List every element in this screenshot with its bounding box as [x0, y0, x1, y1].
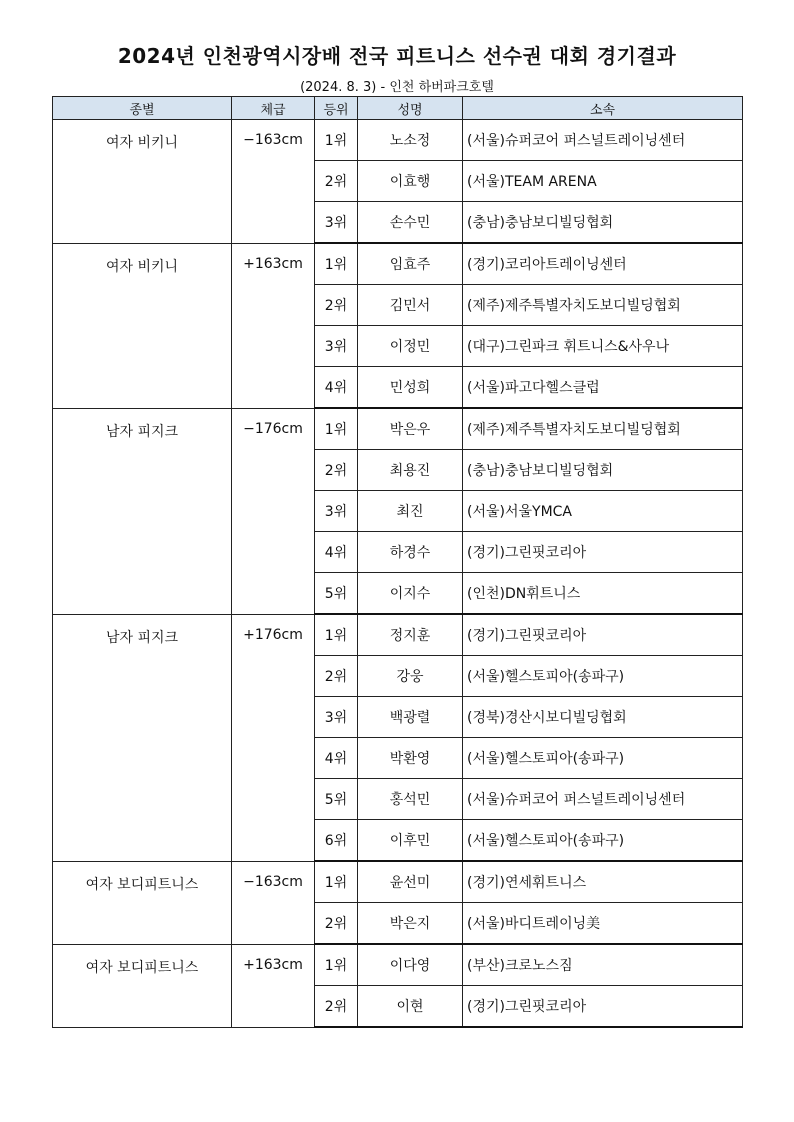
affiliation-cell: (서울)파고다헬스클럽 [463, 367, 743, 409]
name-cell: 이현 [358, 986, 463, 1028]
name-cell: 강웅 [358, 656, 463, 697]
header-weight: 체급 [232, 97, 315, 120]
rank-cell: 2위 [315, 450, 358, 491]
weight-class-cell: +163cm [232, 243, 315, 408]
name-cell: 박은지 [358, 903, 463, 945]
name-cell: 민성희 [358, 367, 463, 409]
affiliation-cell: (서울)헬스토피아(송파구) [463, 738, 743, 779]
category-cell: 남자 피지크 [53, 614, 232, 861]
table-row [53, 120, 743, 161]
name-cell: 이지수 [358, 573, 463, 615]
name-cell: 백광렬 [358, 697, 463, 738]
rank-cell: 2위 [315, 285, 358, 326]
name-cell: 노소정 [358, 120, 463, 161]
name-cell: 최진 [358, 491, 463, 532]
affiliation-cell: (인천)DN휘트니스 [463, 573, 743, 615]
table-row [53, 944, 743, 986]
name-cell: 임효주 [358, 243, 463, 285]
affiliation-cell: (서울)슈퍼코어 퍼스널트레이닝센터 [463, 779, 743, 820]
affiliation-cell: (경기)코리아트레이닝센터 [463, 243, 743, 285]
affiliation-cell: (대구)그린파크 휘트니스&사우나 [463, 326, 743, 367]
category-cell: 여자 보디피트니스 [53, 944, 232, 1027]
affiliation-cell: (경기)그린핏코리아 [463, 532, 743, 573]
rank-cell: 1위 [315, 861, 358, 903]
header-affiliation: 소속 [463, 97, 743, 120]
results-table [52, 96, 743, 1028]
affiliation-cell: (서울)헬스토피아(송파구) [463, 656, 743, 697]
table-row [53, 243, 743, 285]
name-cell: 이효행 [358, 161, 463, 202]
event-date-venue: (2024. 8. 3) - 인천 하버파크호텔 [300, 80, 494, 95]
table-row [53, 408, 743, 450]
name-cell: 손수민 [358, 202, 463, 244]
affiliation-cell: (서울)헬스토피아(송파구) [463, 820, 743, 862]
name-cell: 박은우 [358, 408, 463, 450]
affiliation-cell: (경북)경산시보디빌딩협회 [463, 697, 743, 738]
table-row [53, 614, 743, 656]
rank-cell: 4위 [315, 738, 358, 779]
name-cell: 최용진 [358, 450, 463, 491]
table-header-row [53, 97, 743, 120]
rank-cell: 4위 [315, 367, 358, 409]
affiliation-cell: (서울)슈퍼코어 퍼스널트레이닝센터 [463, 120, 743, 161]
rank-cell: 1위 [315, 944, 358, 986]
affiliation-cell: (경기)그린핏코리아 [463, 614, 743, 656]
weight-class-cell: −163cm [232, 120, 315, 244]
weight-class-cell: +163cm [232, 944, 315, 1027]
name-cell: 박환영 [358, 738, 463, 779]
category-cell: 남자 피지크 [53, 408, 232, 614]
weight-class-cell: −163cm [232, 861, 315, 944]
affiliation-cell: (제주)제주특별자치도보디빌딩협회 [463, 285, 743, 326]
affiliation-cell: (제주)제주특별자치도보디빌딩협회 [463, 408, 743, 450]
rank-cell: 1위 [315, 614, 358, 656]
rank-cell: 3위 [315, 491, 358, 532]
affiliation-cell: (서울)바디트레이닝美 [463, 903, 743, 945]
name-cell: 정지훈 [358, 614, 463, 656]
affiliation-cell: (경기)연세휘트니스 [463, 861, 743, 903]
rank-cell: 5위 [315, 779, 358, 820]
affiliation-cell: (서울)TEAM ARENA [463, 161, 743, 202]
affiliation-cell: (충남)충남보디빌딩협회 [463, 450, 743, 491]
rank-cell: 3위 [315, 697, 358, 738]
rank-cell: 1위 [315, 243, 358, 285]
rank-cell: 2위 [315, 656, 358, 697]
affiliation-cell: (충남)충남보디빌딩협회 [463, 202, 743, 244]
name-cell: 하경수 [358, 532, 463, 573]
rank-cell: 1위 [315, 120, 358, 161]
rank-cell: 3위 [315, 326, 358, 367]
name-cell: 이정민 [358, 326, 463, 367]
name-cell: 윤선미 [358, 861, 463, 903]
page-title: 2024년 인천광역시장배 전국 피트니스 선수권 대회 경기결과 [117, 44, 677, 68]
results-body [53, 120, 743, 1028]
header-name: 성명 [358, 97, 463, 120]
rank-cell: 6위 [315, 820, 358, 862]
rank-cell: 1위 [315, 408, 358, 450]
rank-cell: 5위 [315, 573, 358, 615]
affiliation-cell: (부산)크로노스짐 [463, 944, 743, 986]
rank-cell: 2위 [315, 903, 358, 945]
weight-class-cell: +176cm [232, 614, 315, 861]
rank-cell: 2위 [315, 161, 358, 202]
category-cell: 여자 비키니 [53, 243, 232, 408]
name-cell: 이다영 [358, 944, 463, 986]
category-cell: 여자 비키니 [53, 120, 232, 244]
rank-cell: 3위 [315, 202, 358, 244]
header-category: 종별 [53, 97, 232, 120]
header-rank: 등위 [315, 97, 358, 120]
affiliation-cell: (경기)그린핏코리아 [463, 986, 743, 1028]
name-cell: 김민서 [358, 285, 463, 326]
affiliation-cell: (서울)서울YMCA [463, 491, 743, 532]
name-cell: 홍석민 [358, 779, 463, 820]
weight-class-cell: −176cm [232, 408, 315, 614]
rank-cell: 4위 [315, 532, 358, 573]
rank-cell: 2위 [315, 986, 358, 1028]
table-row [53, 861, 743, 903]
category-cell: 여자 보디피트니스 [53, 861, 232, 944]
name-cell: 이후민 [358, 820, 463, 862]
